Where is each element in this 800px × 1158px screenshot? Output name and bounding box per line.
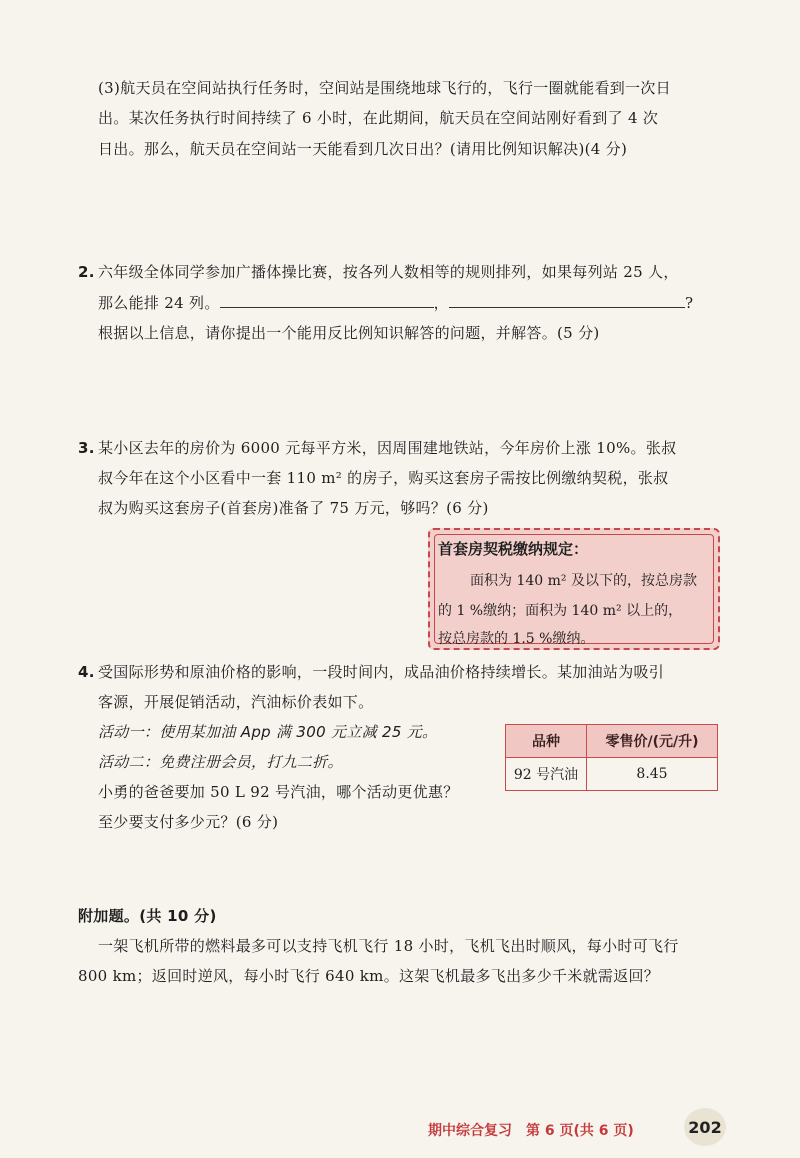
bonus-line1: 一架飞机所带的燃料最多可以支持飞机飞行 18 小时，飞机飞出时顺风，每小时可飞行 bbox=[98, 937, 679, 955]
deed-tax-rule-box bbox=[428, 528, 720, 650]
q4-number: 4. bbox=[78, 663, 95, 681]
deed-tax-rule-line1: 面积为 140 m² 及以下的，按总房款 bbox=[470, 573, 697, 589]
footer-text: 期中综合复习 第 6 页(共 6 页) bbox=[428, 1123, 634, 1139]
q1-part3-line3: 日出。那么，航天员在空间站一天能看到几次日出？(请用比例知识解决)(4 分) bbox=[98, 140, 628, 158]
q1-part3-line1: (3)航天员在空间站执行任务时，空间站是围绕地球飞行的，飞行一圈就能看到一次日 bbox=[98, 79, 671, 97]
q4-line1: 受国际形势和原油价格的影响，一段时间内，成品油价格持续增长。某加油站为吸引 bbox=[98, 663, 665, 681]
table-header-row bbox=[506, 725, 718, 758]
q2-line1: 六年级全体同学参加广播体操比赛，按各列人数相等的规则排列，如果每列站 25 人， bbox=[98, 263, 679, 281]
table-row bbox=[506, 758, 718, 791]
q3-line3: 叔为购买这套房子(首套房)准备了 75 万元，够吗？(6 分) bbox=[98, 499, 489, 517]
q2-blank-2[interactable] bbox=[449, 293, 685, 308]
q4-line5: 小勇的爸爸要加 50 L 92 号汽油，哪个活动更优惠？ bbox=[98, 783, 459, 801]
bonus-line2: 800 km；返回时逆风，每小时飞行 640 km。这架飞机最多飞出多少千米就需返回？ bbox=[78, 967, 660, 985]
cell-price: 8.45 bbox=[587, 758, 718, 791]
q3-line2: 叔今年在这个小区看中一套 110 m² 的房子，购买这套房子需按比例缴纳契税，张叔 bbox=[98, 469, 669, 487]
q2-blank-1[interactable] bbox=[220, 293, 434, 308]
q2-line2-prefix: 那么能排 24 列。 bbox=[98, 294, 220, 312]
q2-line3: 根据以上信息，请你提出一个能用反比例知识解答的问题，并解答。(5 分) bbox=[98, 324, 600, 342]
deed-tax-rule-line3: 按总房款的 1.5 %缴纳。 bbox=[438, 631, 595, 647]
header-price: 零售价/(元/升) bbox=[587, 725, 718, 758]
deed-tax-rule-title: 首套房契税缴纳规定： bbox=[438, 540, 589, 558]
header-variety: 品种 bbox=[506, 725, 587, 758]
deed-tax-rule-line2: 的 1 %缴纳；面积为 140 m² 以上的， bbox=[438, 603, 683, 619]
page-number-badge: 202 bbox=[684, 1108, 726, 1146]
q2-number: 2. bbox=[78, 263, 95, 281]
q4-line6: 至少要支付多少元？(6 分) bbox=[98, 813, 279, 831]
cell-variety: 92 号汽油 bbox=[506, 758, 587, 791]
q2-comma: ， bbox=[433, 294, 449, 312]
q3-line1: 某小区去年的房价为 6000 元每平方米，因周围建地铁站，今年房价上涨 10%。张叔 bbox=[98, 439, 677, 457]
q2-line2 bbox=[98, 293, 693, 313]
q2-question-mark: ? bbox=[684, 294, 694, 312]
q4-activity1: 活动一：使用某加油 App 满 300 元立减 25 元。 bbox=[98, 723, 438, 741]
q4-activity2: 活动二：免费注册会员，打九二折。 bbox=[98, 753, 343, 771]
q3-number: 3. bbox=[78, 439, 95, 457]
bonus-title: 附加题。(共 10 分) bbox=[78, 907, 217, 925]
q1-part3-line2: 出。某次任务执行时间持续了 6 小时，在此期间，航天员在空间站刚好看到了 4 次 bbox=[98, 109, 659, 127]
gasoline-price-table bbox=[505, 724, 718, 791]
q4-line2: 客源，开展促销活动，汽油标价表如下。 bbox=[98, 693, 374, 711]
